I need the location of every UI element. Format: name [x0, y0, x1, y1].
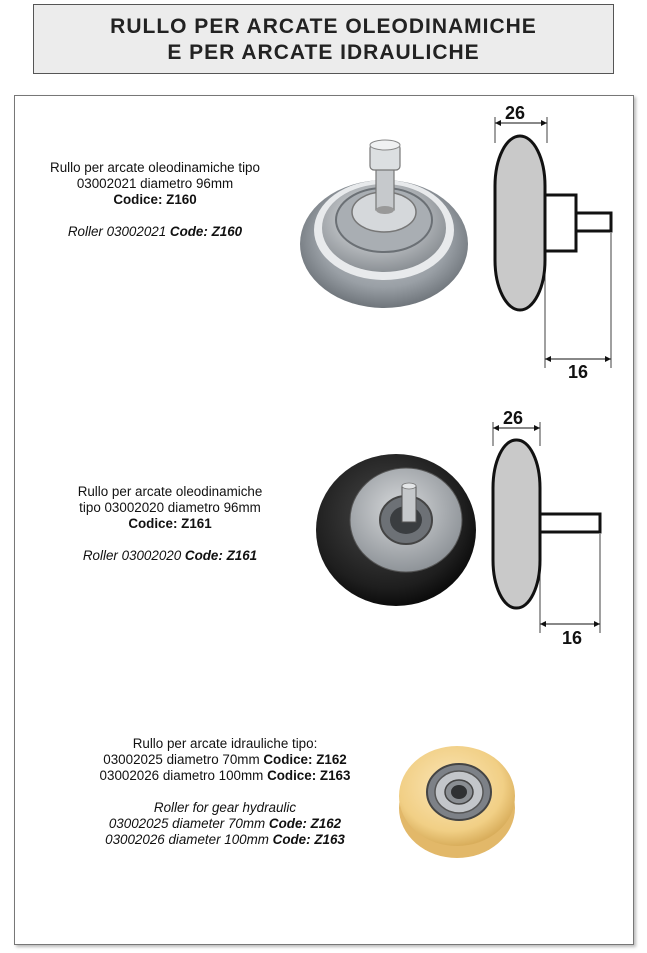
- product-z161-photo: [314, 446, 478, 610]
- product-z160-codice-label: Codice:: [113, 192, 163, 207]
- product-z161-it-line2: tipo 03002020 diametro 96mm: [79, 500, 261, 515]
- product-z161-en-text: Roller 03002020: [82, 548, 182, 563]
- product-z163-codice-label: Codice:: [267, 768, 317, 783]
- product-z162-en-line1: Roller for gear hydraulic: [153, 800, 297, 815]
- product-z163-it-line3: 03002026 diametro 100mm: [99, 768, 264, 783]
- product-z161-it-line1: Rullo per arcate oleodinamiche: [77, 484, 263, 499]
- product-z161-description: [45, 484, 295, 564]
- product-z160-description: [30, 160, 280, 240]
- product-z160-it-line2: 03002021 diametro 96mm: [76, 176, 234, 191]
- product-z163-en-code: Z163: [314, 832, 345, 847]
- product-z162-z163-photo: [395, 742, 519, 860]
- product-z160-it-line1: Rullo per arcate oleodinamiche tipo: [50, 160, 260, 175]
- product-z163-en-line3: 03002026 diameter 100mm: [105, 832, 269, 847]
- product-z161-en-code: Z161: [226, 548, 258, 563]
- product-z162-z163-description: [60, 736, 390, 848]
- product-z161-drawing: [485, 408, 620, 653]
- product-z160-en-code-label: Code:: [169, 224, 208, 239]
- product-z162-codice: Z162: [316, 752, 347, 767]
- title-line-1: RULLO PER ARCATE OLEODINAMICHE: [110, 15, 537, 38]
- product-z162-it-line1: Rullo per arcate idrauliche tipo:: [132, 736, 318, 751]
- product-z162-en-line2: 03002025 diameter 70mm: [108, 816, 266, 831]
- product-z163-en-code-label: Code:: [272, 832, 311, 847]
- product-z162-en-code: Z162: [310, 816, 342, 831]
- product-z161-dim-width: 26: [503, 408, 524, 428]
- product-z161-codice: Z161: [181, 516, 212, 531]
- product-z161-codice-label: Codice:: [128, 516, 178, 531]
- product-z160-en-text: Roller 03002021: [67, 224, 167, 239]
- title-banner: [33, 4, 614, 74]
- product-z160-dim-shaft: 16: [568, 362, 589, 382]
- product-z160-drawing: [485, 103, 620, 383]
- product-z162-en-code-label: Code:: [268, 816, 307, 831]
- product-z160-dim-width: 26: [505, 103, 526, 123]
- title-line-2: E PER ARCATE IDRAULICHE: [167, 41, 480, 64]
- product-z161-dim-shaft: 16: [562, 628, 583, 648]
- product-z160-codice: Z160: [166, 192, 197, 207]
- product-z160-en-code: Z160: [211, 224, 243, 239]
- product-z162-it-line2: 03002025 diametro 70mm: [103, 752, 260, 767]
- product-z161-en-code-label: Code:: [184, 548, 223, 563]
- product-z160-photo: [298, 138, 470, 310]
- product-z162-codice-label: Codice:: [263, 752, 313, 767]
- product-z163-codice: Z163: [319, 768, 351, 783]
